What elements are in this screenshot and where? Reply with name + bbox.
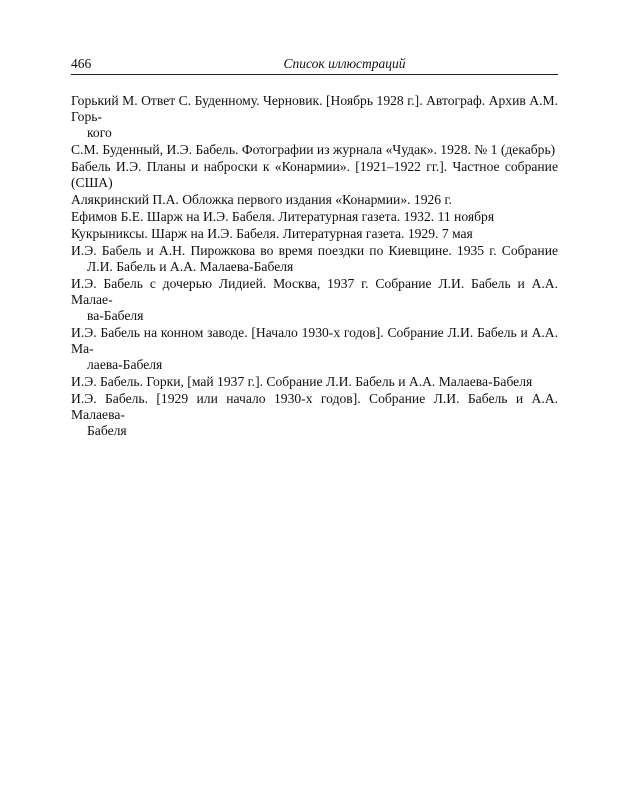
illustration-list xyxy=(71,93,558,440)
page-number: 466 xyxy=(71,56,92,71)
list-item xyxy=(71,209,558,225)
list-item xyxy=(71,192,558,208)
list-item xyxy=(71,391,558,439)
entry-line: И.Э. Бабель на конном заводе. [Начало 1930-х годов]. Собрание Л.И. Бабель и А.А. Ма- xyxy=(71,325,558,356)
entry-line-continued: лаева-Бабеля xyxy=(87,357,163,372)
list-item xyxy=(71,243,558,275)
entry-line: Ефимов Б.Е. Шарж на И.Э. Бабеля. Литературная газета. 1932. 11 ноября xyxy=(71,209,495,224)
list-item xyxy=(71,142,558,158)
running-header xyxy=(71,54,558,75)
entry-line: И.Э. Бабель. [1929 или начало 1930-х годов]. Собрание Л.И. Бабель и А.А. Малаева- xyxy=(71,391,558,422)
entry-line: Алякринский П.А. Обложка первого издания «Конармии». 1926 г. xyxy=(71,192,452,207)
entry-line: И.Э. Бабель. Горки, [май 1937 г.]. Собрание Л.И. Бабель и А.А. Малаева-Бабеля xyxy=(71,374,533,389)
list-item xyxy=(71,276,558,324)
running-title: Список иллюстраций xyxy=(283,56,406,71)
entry-line: Кукрыниксы. Шарж на И.Э. Бабеля. Литературная газета. 1929. 7 мая xyxy=(71,226,473,241)
list-item xyxy=(71,325,558,373)
list-item xyxy=(71,93,558,141)
entry-line-continued: Бабеля xyxy=(87,423,127,438)
entry-line-continued: ва-Бабеля xyxy=(87,308,144,323)
list-item xyxy=(71,226,558,242)
entry-line: И.Э. Бабель и А.Н. Пирожкова во время поездки по Киевщине. 1935 г. Собрание xyxy=(71,243,558,258)
list-item xyxy=(71,374,558,390)
entry-line: Бабель И.Э. Планы и наброски к «Конармии». [1921–1922 гг.]. Частное собрание (США) xyxy=(71,159,558,190)
list-item xyxy=(71,159,558,191)
entry-line-continued: кого xyxy=(87,125,112,140)
entry-line: И.Э. Бабель с дочерью Лидией. Москва, 1937 г. Собрание Л.И. Бабель и А.А. Малае- xyxy=(71,276,558,307)
entry-line: С.М. Буденный, И.Э. Бабель. Фотографии из журнала «Чудак». 1928. № 1 (декабрь) xyxy=(71,142,556,157)
entry-line-continued: Л.И. Бабель и А.А. Малаева-Бабеля xyxy=(87,259,294,274)
entry-line: Горький М. Ответ С. Буденному. Черновик. [Ноябрь 1928 г.]. Автограф. Архив А.М. Горь- xyxy=(71,93,558,124)
